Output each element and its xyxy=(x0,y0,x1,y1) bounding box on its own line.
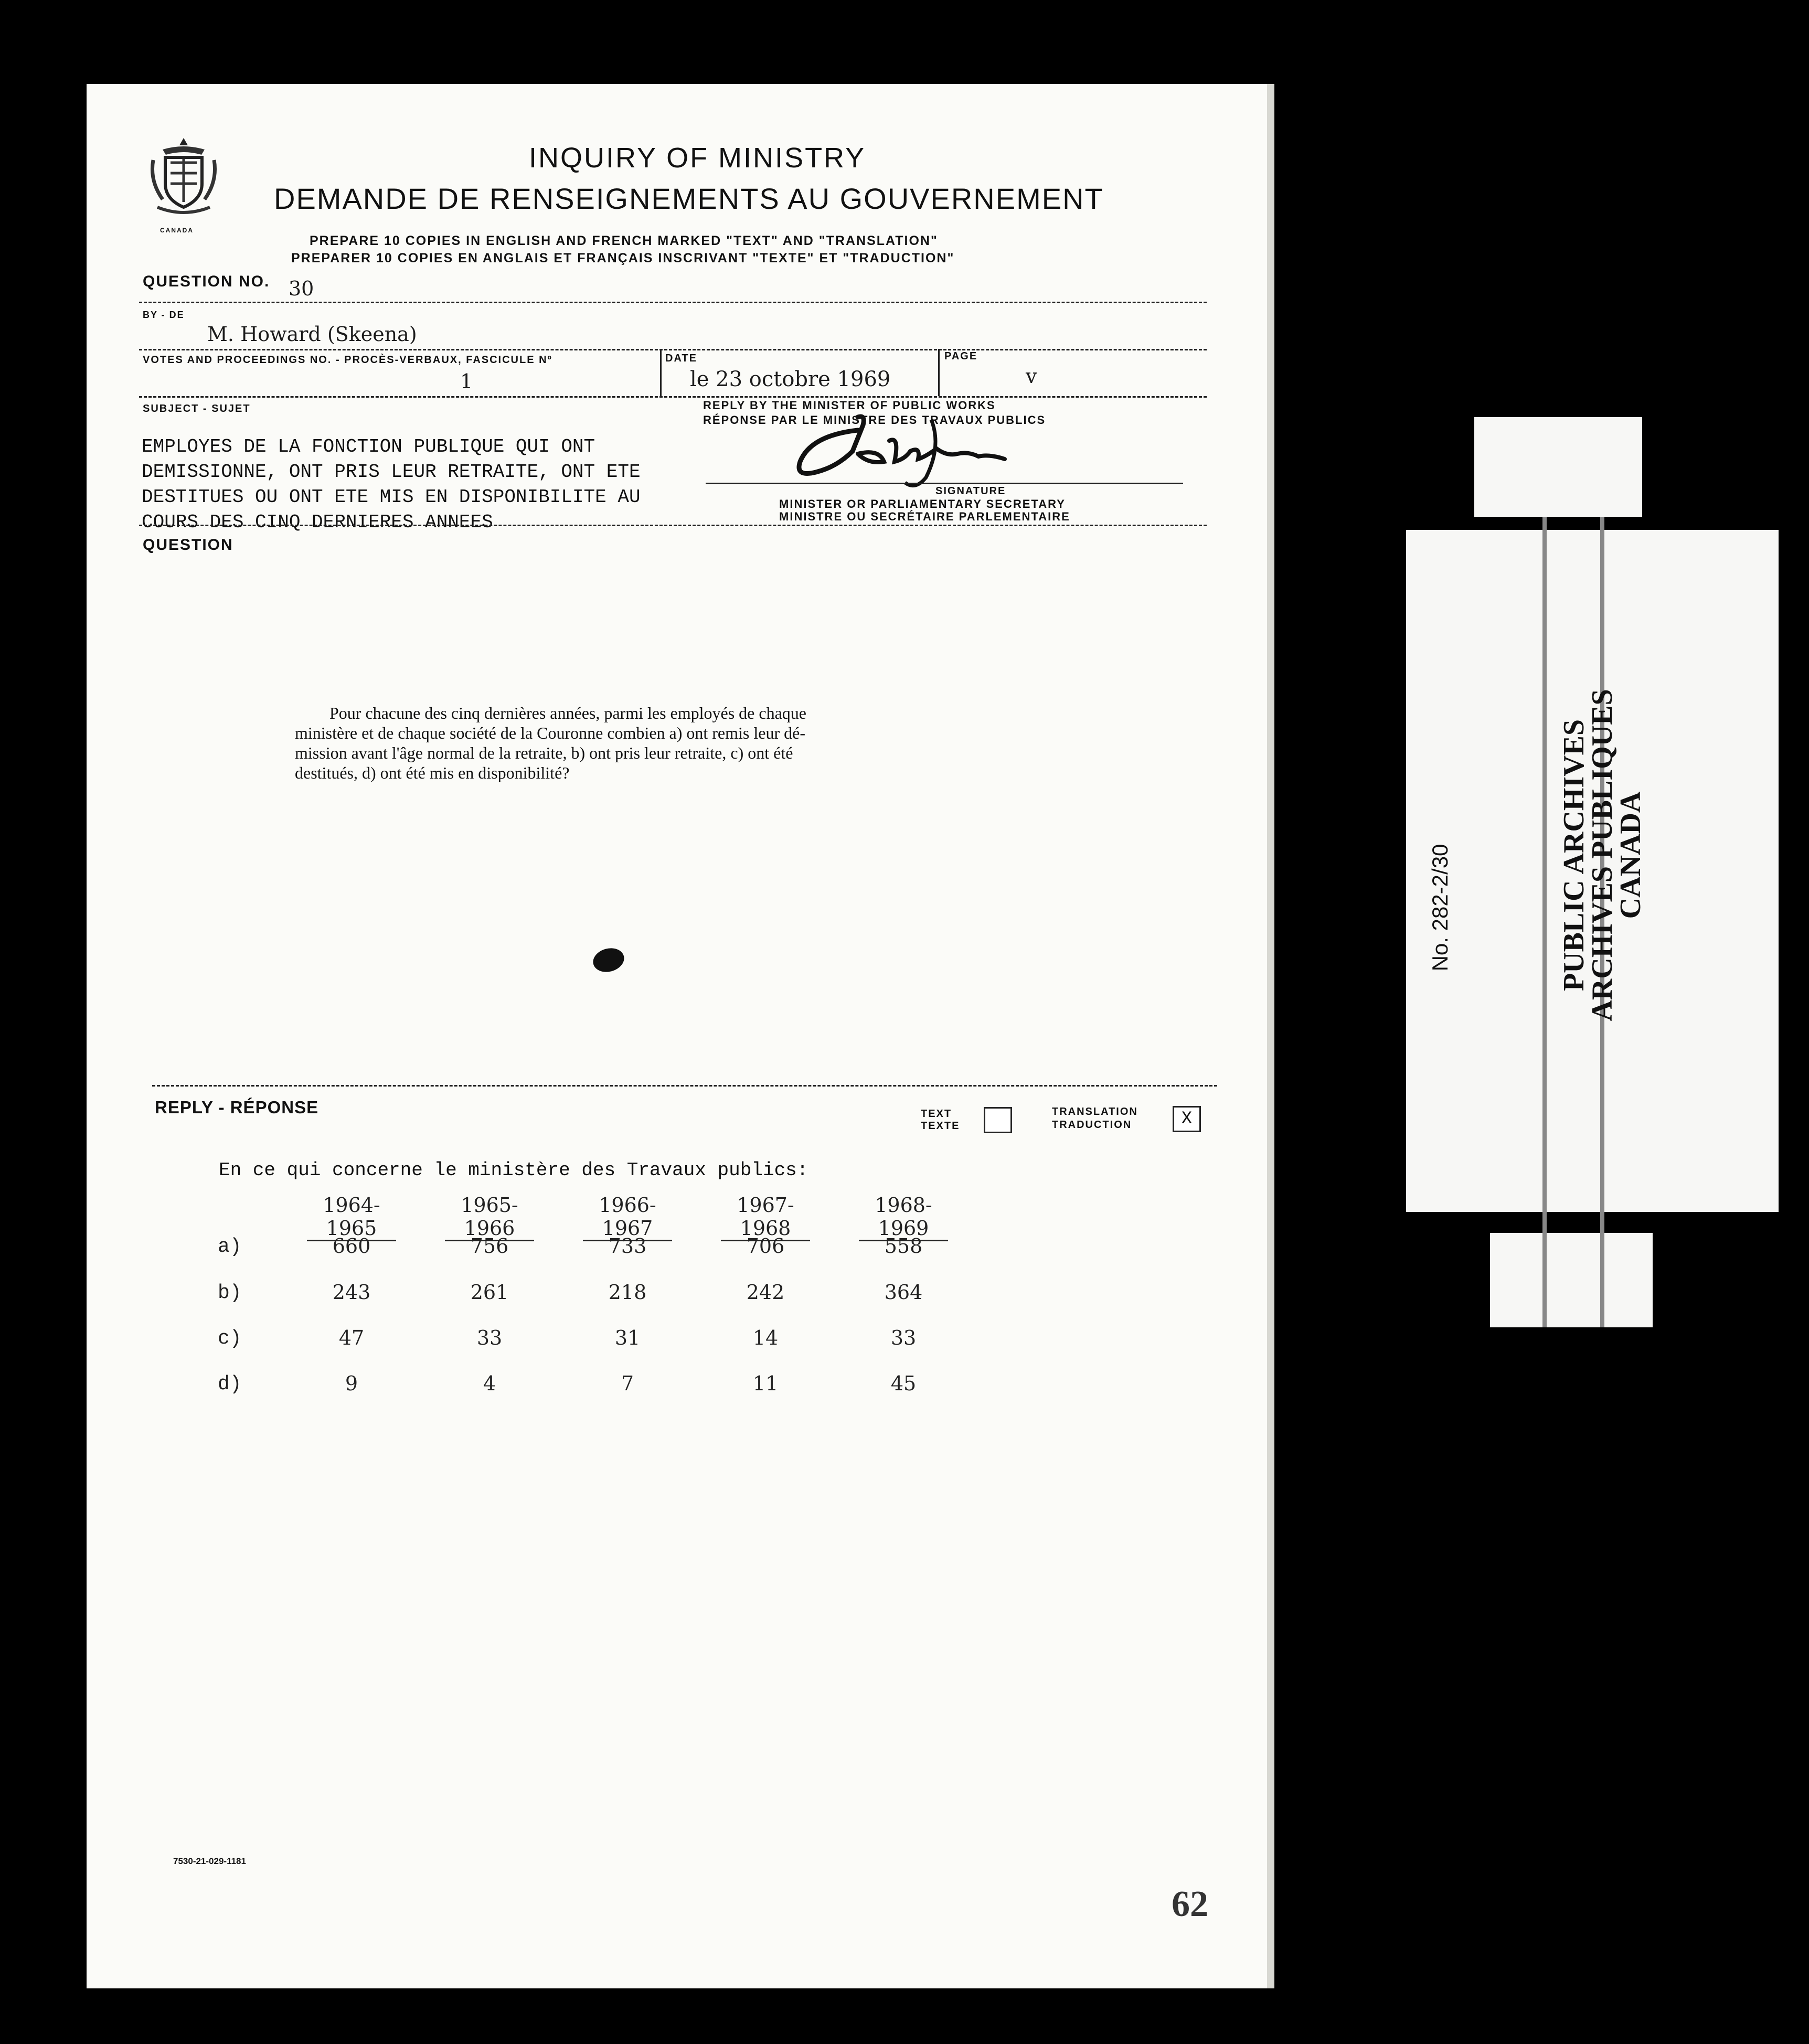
votes-value: 1 xyxy=(460,370,473,393)
table-cell: 364 xyxy=(884,1281,923,1304)
table-cell: 733 xyxy=(608,1234,647,1258)
page-value: v xyxy=(1026,365,1037,388)
row-label: b) xyxy=(218,1282,242,1304)
table-cell: 756 xyxy=(470,1234,509,1258)
question-label: QUESTION xyxy=(143,536,233,553)
table-cell: 706 xyxy=(746,1234,785,1258)
question-line: Pour chacune des cinq dernières années, parmi les employés de chaque xyxy=(329,704,806,722)
table-cell: 242 xyxy=(746,1281,785,1304)
instruction-english: PREPARE 10 COPIES IN ENGLISH AND FRENCH MARKED "TEXT" AND "TRANSLATION" xyxy=(310,233,938,248)
document-sheet xyxy=(87,84,1274,1988)
question-line: destitués, d) ont été mis en disponibilité? xyxy=(295,763,570,782)
year-header: 1966-1967 xyxy=(583,1194,672,1241)
subject-line: COURS DES CINQ DERNIERES ANNEES xyxy=(142,512,493,533)
translation-label-french: TRADUCTION xyxy=(1052,1119,1132,1131)
table-cell: 243 xyxy=(332,1281,371,1304)
text-label-french: TEXTE xyxy=(921,1120,960,1132)
instruction-french: PREPARER 10 COPIES EN ANGLAIS ET FRANÇAIS INSCRIVANT "TEXTE" ET "TRADUCTION" xyxy=(291,251,955,265)
subject-label: SUBJECT - SUJET xyxy=(143,403,251,414)
table-cell: 45 xyxy=(890,1372,917,1395)
year-header: 1964-1965 xyxy=(307,1194,396,1241)
date-label: DATE xyxy=(665,353,697,364)
reply-table xyxy=(218,1194,1083,1414)
handwritten-signature xyxy=(779,404,1026,493)
reply-intro: En ce qui concerne le ministère des Travaux publics: xyxy=(219,1159,808,1181)
canada-crest-icon xyxy=(147,134,220,223)
question-no-label: QUESTION NO. xyxy=(143,273,270,290)
subject-line: DESTITUES OU ONT ETE MIS EN DISPONIBILITE AU xyxy=(142,486,641,508)
text-label-english: TEXT xyxy=(921,1108,952,1120)
votes-label: VOTES AND PROCEEDINGS NO. - PROCÈS-VERBAUX, FASCICULE Nº xyxy=(143,354,552,366)
table-cell: 558 xyxy=(884,1234,923,1258)
signature-label: SIGNATURE xyxy=(935,485,1006,497)
subject-line: EMPLOYES DE LA FONCTION PUBLIQUE QUI ONT xyxy=(142,436,595,457)
reply-label: REPLY - RÉPONSE xyxy=(155,1098,319,1117)
table-cell: 31 xyxy=(614,1326,641,1349)
subject-text xyxy=(142,434,641,535)
title-french: DEMANDE DE RENSEIGNEMENTS AU GOUVERNEMENT xyxy=(274,182,1104,215)
table-cell: 218 xyxy=(608,1281,647,1304)
question-text xyxy=(295,703,987,783)
table-cell: 11 xyxy=(752,1372,779,1395)
archive-ref-no: No. 282-2/30 xyxy=(1428,844,1452,972)
year-header: 1967-1968 xyxy=(721,1194,810,1241)
table-cell: 660 xyxy=(332,1234,371,1258)
archive-line-1: PUBLIC ARCHIVES xyxy=(1558,719,1590,992)
subject-line: DEMISSIONNE, ONT PRIS LEUR RETRAITE, ONT ETE xyxy=(142,461,641,483)
table-cell: 14 xyxy=(752,1326,779,1349)
table-cell: 33 xyxy=(476,1326,503,1349)
page-label: PAGE xyxy=(944,350,978,362)
reply-by-english: REPLY BY THE MINISTER OF PUBLIC WORKS xyxy=(703,399,996,412)
translation-checkbox[interactable]: X xyxy=(1173,1106,1201,1132)
row-label: c) xyxy=(218,1327,242,1350)
by-label: BY - DE xyxy=(143,310,185,320)
reply-by-french: RÉPONSE PAR LE MINISTRE DES TRAVAUX PUBLICS xyxy=(703,413,1046,427)
table-cell: 7 xyxy=(621,1372,634,1395)
form-number: 7530-21-029-1181 xyxy=(173,1856,246,1866)
title-english: INQUIRY OF MINISTRY xyxy=(529,142,866,174)
archive-line-3: CANADA xyxy=(1614,791,1647,919)
text-checkbox[interactable] xyxy=(984,1107,1012,1133)
table-cell: 9 xyxy=(345,1372,358,1395)
crest-caption: CANADA xyxy=(160,227,194,234)
table-cell: 33 xyxy=(890,1326,917,1349)
signer-english: MINISTER OR PARLIAMENTARY SECRETARY xyxy=(779,497,1066,510)
sheet-number: 62 xyxy=(1172,1884,1208,1924)
year-header: 1965-1966 xyxy=(445,1194,534,1241)
signer-french: MINISTRE OU SECRÉTAIRE PARLEMENTAIRE xyxy=(779,510,1070,523)
ink-blot xyxy=(590,945,626,975)
date-value: le 23 octobre 1969 xyxy=(690,367,891,391)
archive-line-2: ARCHIVES PUBLIQUES xyxy=(1586,689,1619,1021)
archive-card-top-tab xyxy=(1474,417,1642,517)
row-label: a) xyxy=(218,1236,242,1258)
question-no-value: 30 xyxy=(289,277,314,300)
archive-card-bottom-tab xyxy=(1490,1233,1653,1327)
year-header: 1968-1969 xyxy=(859,1194,948,1241)
table-cell: 47 xyxy=(338,1326,365,1349)
table-cell: 4 xyxy=(483,1372,496,1395)
by-value: M. Howard (Skeena) xyxy=(207,323,417,346)
translation-label-english: TRANSLATION xyxy=(1052,1106,1138,1117)
table-cell: 261 xyxy=(470,1281,509,1304)
question-line: ministère et de chaque société de la Couronne combien a) ont remis leur dé- xyxy=(295,723,805,742)
row-label: d) xyxy=(218,1373,242,1396)
question-line: mission avant l'âge normal de la retraite, b) ont pris leur retraite, c) ont été xyxy=(295,743,793,762)
